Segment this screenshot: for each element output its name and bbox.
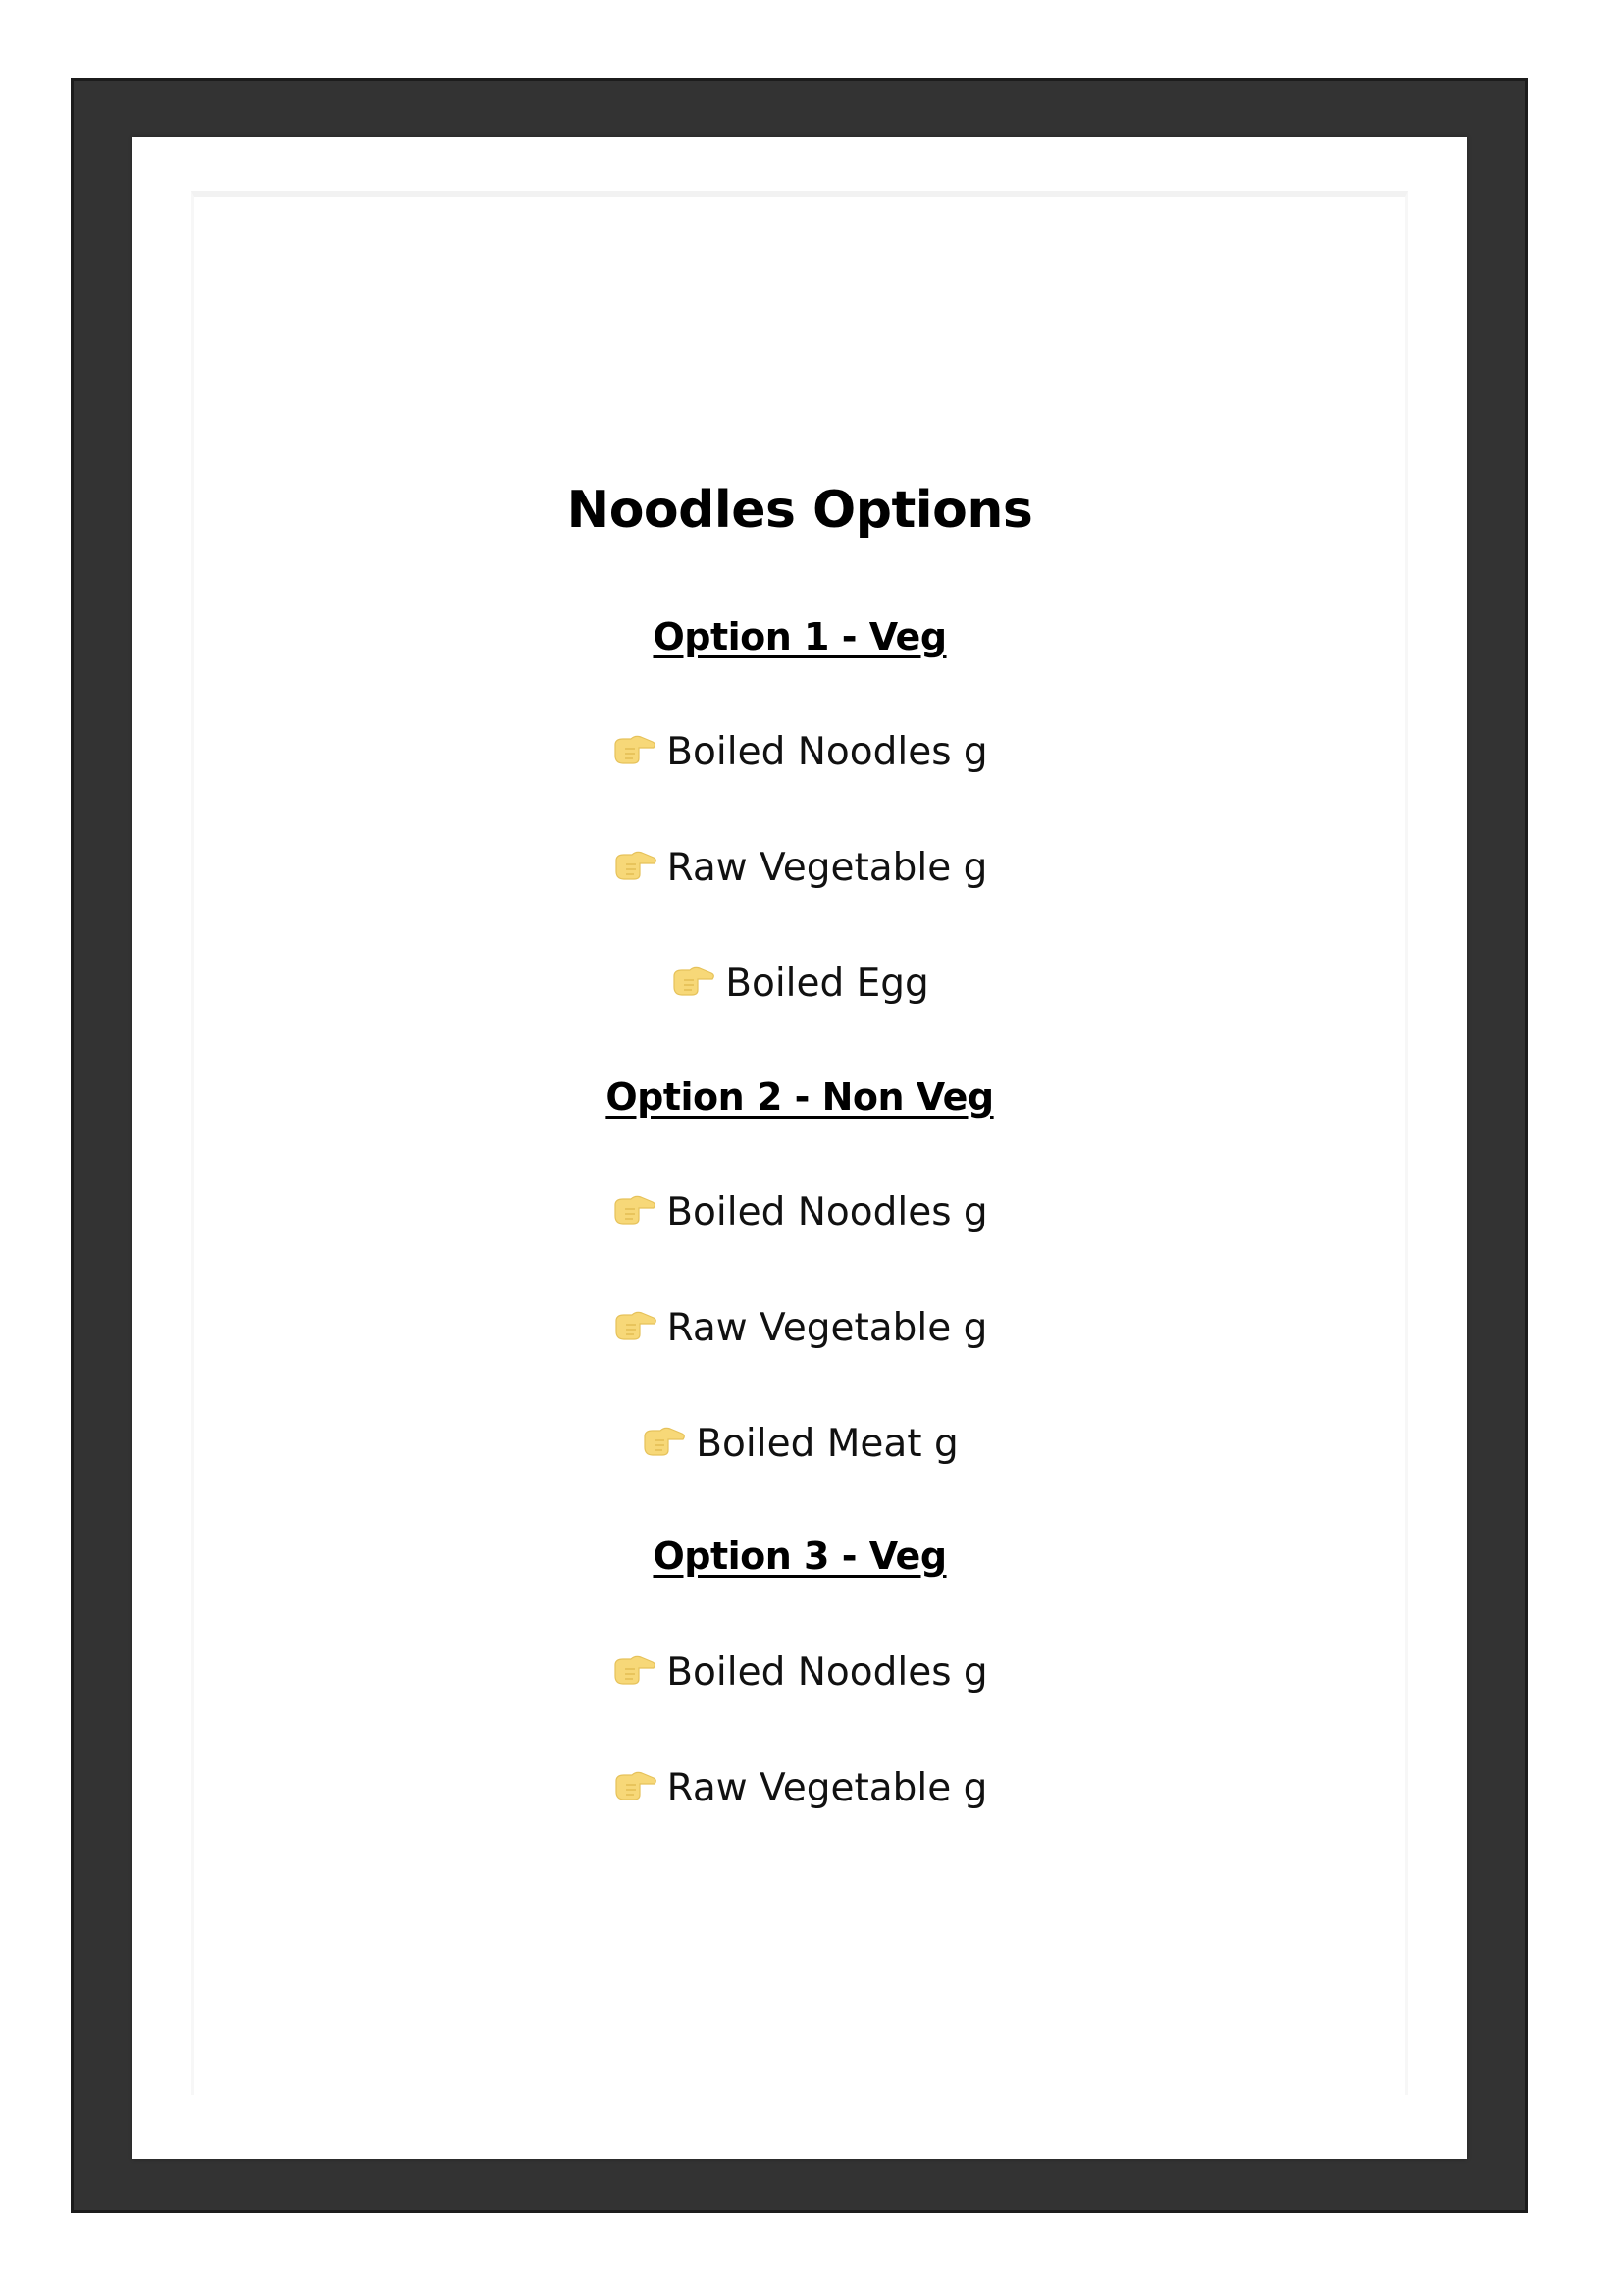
list-item — [132, 1304, 1467, 1350]
section-heading-option-2: Option 2 - Non Veg — [605, 1075, 994, 1119]
item-label: Raw Vegetable g — [666, 846, 988, 890]
pointing-hand-icon — [612, 847, 657, 882]
list-item — [132, 1420, 1467, 1466]
section-heading-option-3: Option 3 - Veg — [653, 1535, 947, 1578]
item-label: Boiled Egg — [725, 962, 929, 1006]
list-item — [132, 1648, 1467, 1695]
section-heading-option-1: Option 1 - Veg — [653, 615, 947, 658]
list-item — [132, 1188, 1467, 1234]
list-item — [132, 1764, 1467, 1810]
item-label: Raw Vegetable g — [666, 1306, 988, 1350]
document-content — [132, 137, 1467, 2159]
item-label: Boiled Noodles g — [666, 730, 988, 774]
pointing-hand-icon — [611, 731, 656, 766]
item-label: Boiled Noodles g — [666, 1650, 988, 1695]
pointing-hand-icon — [611, 1651, 656, 1687]
list-item — [132, 960, 1467, 1006]
pointing-hand-icon — [641, 1423, 686, 1458]
list-item — [132, 844, 1467, 890]
item-label: Raw Vegetable g — [666, 1766, 988, 1810]
pointing-hand-icon — [670, 963, 715, 998]
pointing-hand-icon — [612, 1307, 657, 1342]
pointing-hand-icon — [611, 1191, 656, 1226]
list-item — [132, 728, 1467, 774]
document-page — [132, 137, 1467, 2159]
page-title: Noodles Options — [566, 481, 1033, 540]
pointing-hand-icon — [612, 1767, 657, 1802]
item-label: Boiled Meat g — [696, 1422, 959, 1466]
item-label: Boiled Noodles g — [666, 1190, 988, 1234]
